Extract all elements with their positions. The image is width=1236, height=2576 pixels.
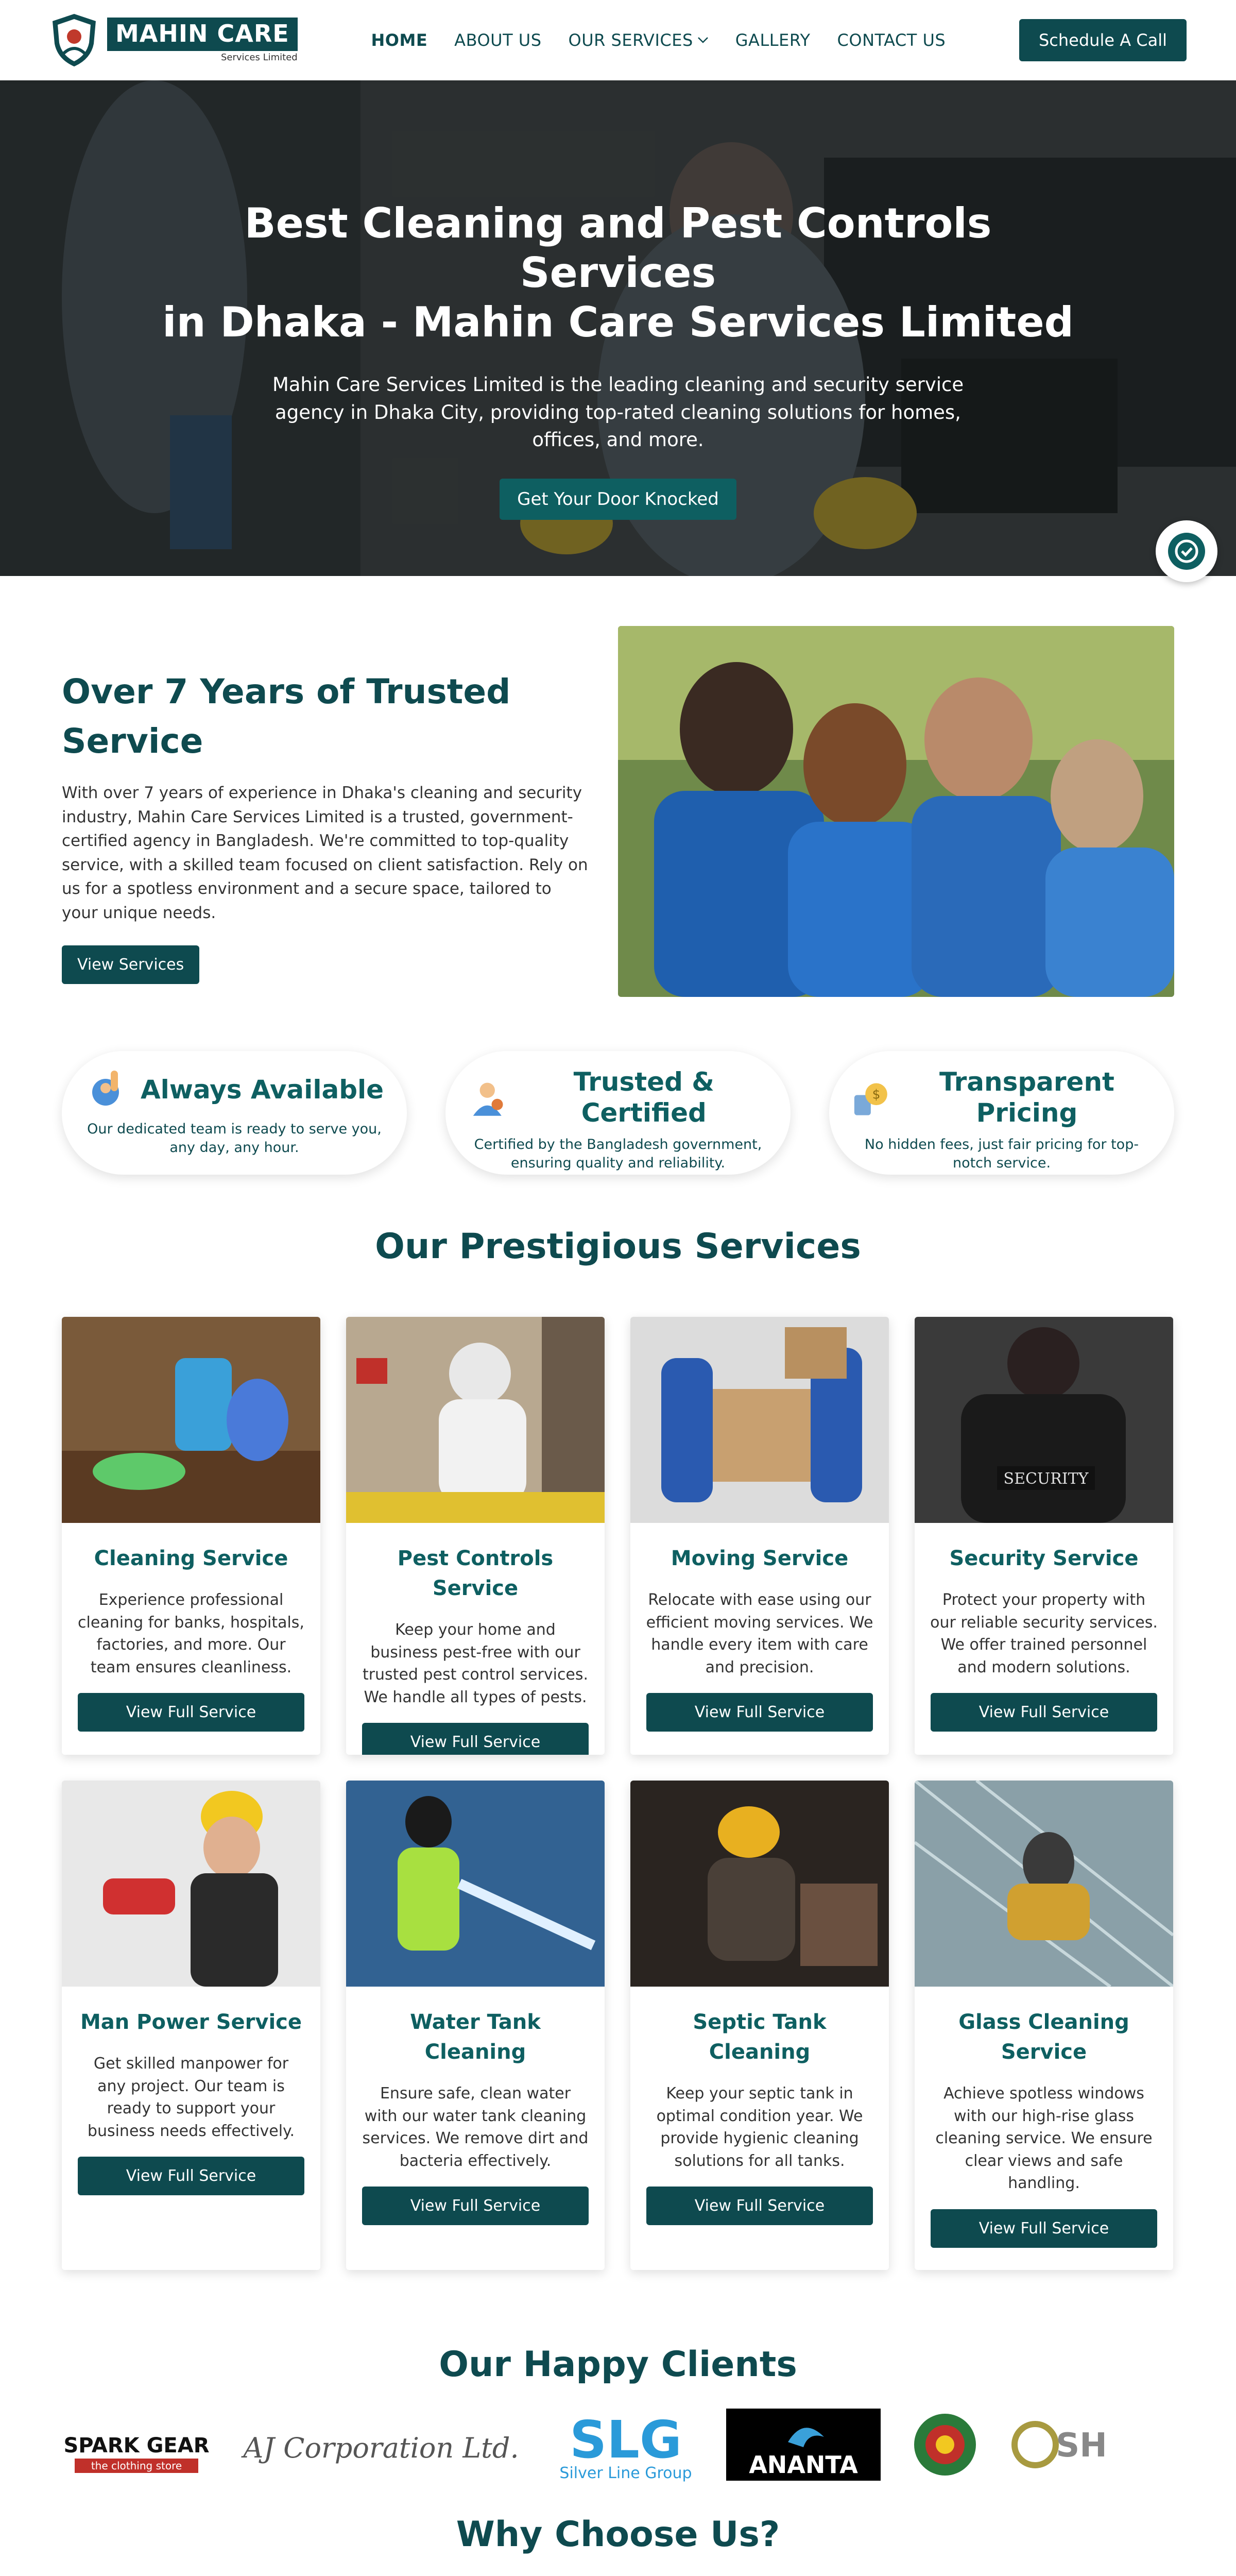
view-full-service-button[interactable]: View Full Service: [362, 2187, 589, 2225]
service-card: [62, 1317, 320, 1755]
view-full-service-button[interactable]: View Full Service: [646, 1693, 873, 1732]
why-title: Why Choose Us?: [456, 2514, 780, 2555]
clients-title: Our Happy Clients: [439, 2344, 797, 2385]
hero-content: [154, 199, 1082, 520]
door-knock-button[interactable]: Get Your Door Knocked: [500, 479, 736, 520]
client-logo-emblem: [906, 2401, 984, 2488]
service-name: Security Service: [949, 1547, 1139, 1570]
client-name: SLG: [570, 2410, 682, 2470]
service-image: [630, 1317, 889, 1523]
nav-services-label: OUR SERVICES: [568, 30, 693, 50]
service-name: Man Power Service: [80, 2010, 302, 2034]
nav-gallery[interactable]: GALLERY: [735, 30, 811, 50]
view-full-service-button[interactable]: View Full Service: [78, 1693, 304, 1732]
about-title: Over 7 Years of Trusted Service: [62, 672, 511, 761]
money-bag-icon: [850, 1074, 891, 1121]
schedule-call-button[interactable]: Schedule A Call: [1019, 19, 1187, 61]
feature-card: [62, 1051, 407, 1175]
hero-section: [0, 80, 1236, 576]
client-tagline: Silver Line Group: [559, 2464, 692, 2482]
feature-description: No hidden fees, just fair pricing for top-notch service.: [864, 1137, 1139, 1172]
client-logo-ananta: [726, 2401, 881, 2488]
services-title: Our Prestigious Services: [375, 1226, 861, 1267]
nav-about[interactable]: ABOUT US: [454, 30, 542, 50]
feature-card: [829, 1051, 1174, 1175]
service-description: Get skilled manpower for any project. Our team is ready to support your business needs effectively.: [87, 2055, 295, 2140]
service-description: Achieve spotless windows with our high-rise glass cleaning service. We ensure clear views and safe handling.: [935, 2084, 1153, 2192]
emblem-logo-icon: [906, 2401, 984, 2488]
services-grid: [62, 1317, 1174, 2270]
feature-title: Transparent Pricing: [939, 1067, 1114, 1128]
raised-hand-icon: [85, 1066, 131, 1113]
service-name: Glass Cleaning Service: [958, 2010, 1129, 2064]
client-name: AJ Corporation Ltd.: [243, 2432, 519, 2464]
hero-title: [154, 199, 1082, 347]
view-full-service-button[interactable]: View Full Service: [362, 1723, 589, 1755]
service-image: [62, 1317, 320, 1523]
hero-title-line1: Best Cleaning and Pest Controls Services: [244, 199, 992, 297]
service-image: [346, 1317, 605, 1523]
feature-description: Our dedicated team is ready to serve you, any day, any hour.: [87, 1121, 382, 1156]
about-text: [62, 626, 592, 997]
hero-title-line2: in Dhaka - Mahin Care Services Limited: [162, 298, 1074, 346]
service-description: Ensure safe, clean water with our water tank cleaning services. We remove dirt and bacteria effectively.: [362, 2084, 589, 2170]
client-name: ANANTA: [749, 2451, 858, 2479]
client-logo-aj-corporation: [237, 2401, 525, 2488]
client-tagline: the clothing store: [91, 2460, 182, 2472]
clients-carousel: [62, 2401, 1174, 2488]
service-name: Moving Service: [671, 1547, 849, 1570]
client-name: SH: [1056, 2427, 1107, 2465]
service-card: [62, 1781, 320, 2270]
service-card: [346, 1317, 605, 1755]
logo-subtitle: Services Limited: [107, 50, 298, 63]
service-name: Septic Tank Cleaning: [693, 2010, 827, 2064]
site-logo[interactable]: [49, 12, 298, 69]
service-card: [915, 1317, 1173, 1755]
view-full-service-button[interactable]: View Full Service: [931, 2209, 1157, 2248]
service-image: [915, 1317, 1173, 1523]
service-card: [346, 1781, 605, 2270]
service-name: Pest Controls Service: [397, 1547, 554, 1600]
main-nav: [371, 30, 946, 50]
logo-name: MAHIN CARE: [107, 18, 298, 50]
view-full-service-button[interactable]: View Full Service: [78, 2157, 304, 2195]
service-description: Protect your property with our reliable security services. We offer trained personnel and modern solutions.: [930, 1591, 1158, 1676]
security-badge-text: SECURITY: [1003, 1470, 1089, 1488]
nav-home[interactable]: HOME: [371, 30, 428, 50]
feature-title: Always Available: [140, 1075, 384, 1105]
chat-bubble-button[interactable]: [1156, 520, 1217, 582]
feature-card: [445, 1051, 791, 1175]
about-section: [62, 626, 1174, 997]
site-header: [0, 0, 1236, 80]
service-image: [62, 1781, 320, 1987]
team-photo: [618, 626, 1174, 997]
service-description: Keep your home and business pest-free with our trusted pest control services. We handle all types of pests.: [362, 1621, 589, 1706]
service-card: [630, 1317, 889, 1755]
service-image: [915, 1781, 1173, 1987]
certified-person-icon: [466, 1074, 509, 1121]
client-name: SPARK GEAR: [63, 2434, 210, 2458]
features-row: [62, 1051, 1174, 1175]
about-description: With over 7 years of experience in Dhaka's cleaning and security industry, Mahin Care Services Limited is a trusted, government-certified agency in Bangladesh. We're committed to top-quality service, with a skilled team focused on client satisfaction. Rely on us for a spotless environment and a secure space, tailored to your unique needs.: [62, 784, 588, 922]
service-image: [346, 1781, 605, 1987]
service-name: Water Tank Cleaning: [410, 2010, 541, 2064]
service-card: [630, 1781, 889, 2270]
client-logo-sh: [1009, 2401, 1112, 2488]
client-logo-spark-gear: [62, 2401, 211, 2488]
feature-description: Certified by the Bangladesh government, ensuring quality and reliability.: [474, 1137, 762, 1172]
service-description: Keep your septic tank in optimal condition year. We provide hygienic cleaning solutions for all tanks.: [656, 2084, 863, 2170]
shield-logo-icon: [49, 12, 99, 69]
feature-title: Trusted & Certified: [573, 1067, 714, 1128]
service-image: [630, 1781, 889, 1987]
view-full-service-button[interactable]: View Full Service: [931, 1693, 1157, 1732]
client-logo-slg: [551, 2401, 700, 2488]
service-description: Relocate with ease using our efficient moving services. We handle every item with care and precision.: [646, 1591, 873, 1676]
service-description: Experience professional cleaning for banks, hospitals, factories, and more. Our team ensures cleanliness.: [78, 1591, 304, 1676]
service-name: Cleaning Service: [94, 1547, 288, 1570]
whatsapp-chat-icon: [1166, 531, 1207, 572]
service-card: [915, 1781, 1173, 2270]
view-full-service-button[interactable]: View Full Service: [646, 2187, 873, 2225]
nav-contact[interactable]: CONTACT US: [837, 30, 946, 50]
svg-text:$: $: [872, 1087, 881, 1102]
chevron-down-icon: [697, 37, 709, 44]
nav-services[interactable]: [569, 30, 709, 50]
hero-description: Mahin Care Services Limited is the leading cleaning and security service agency in Dhaka City, providing top-rated cleaning solutions for homes, offices, and more.: [272, 374, 964, 451]
view-services-button[interactable]: View Services: [62, 945, 199, 984]
